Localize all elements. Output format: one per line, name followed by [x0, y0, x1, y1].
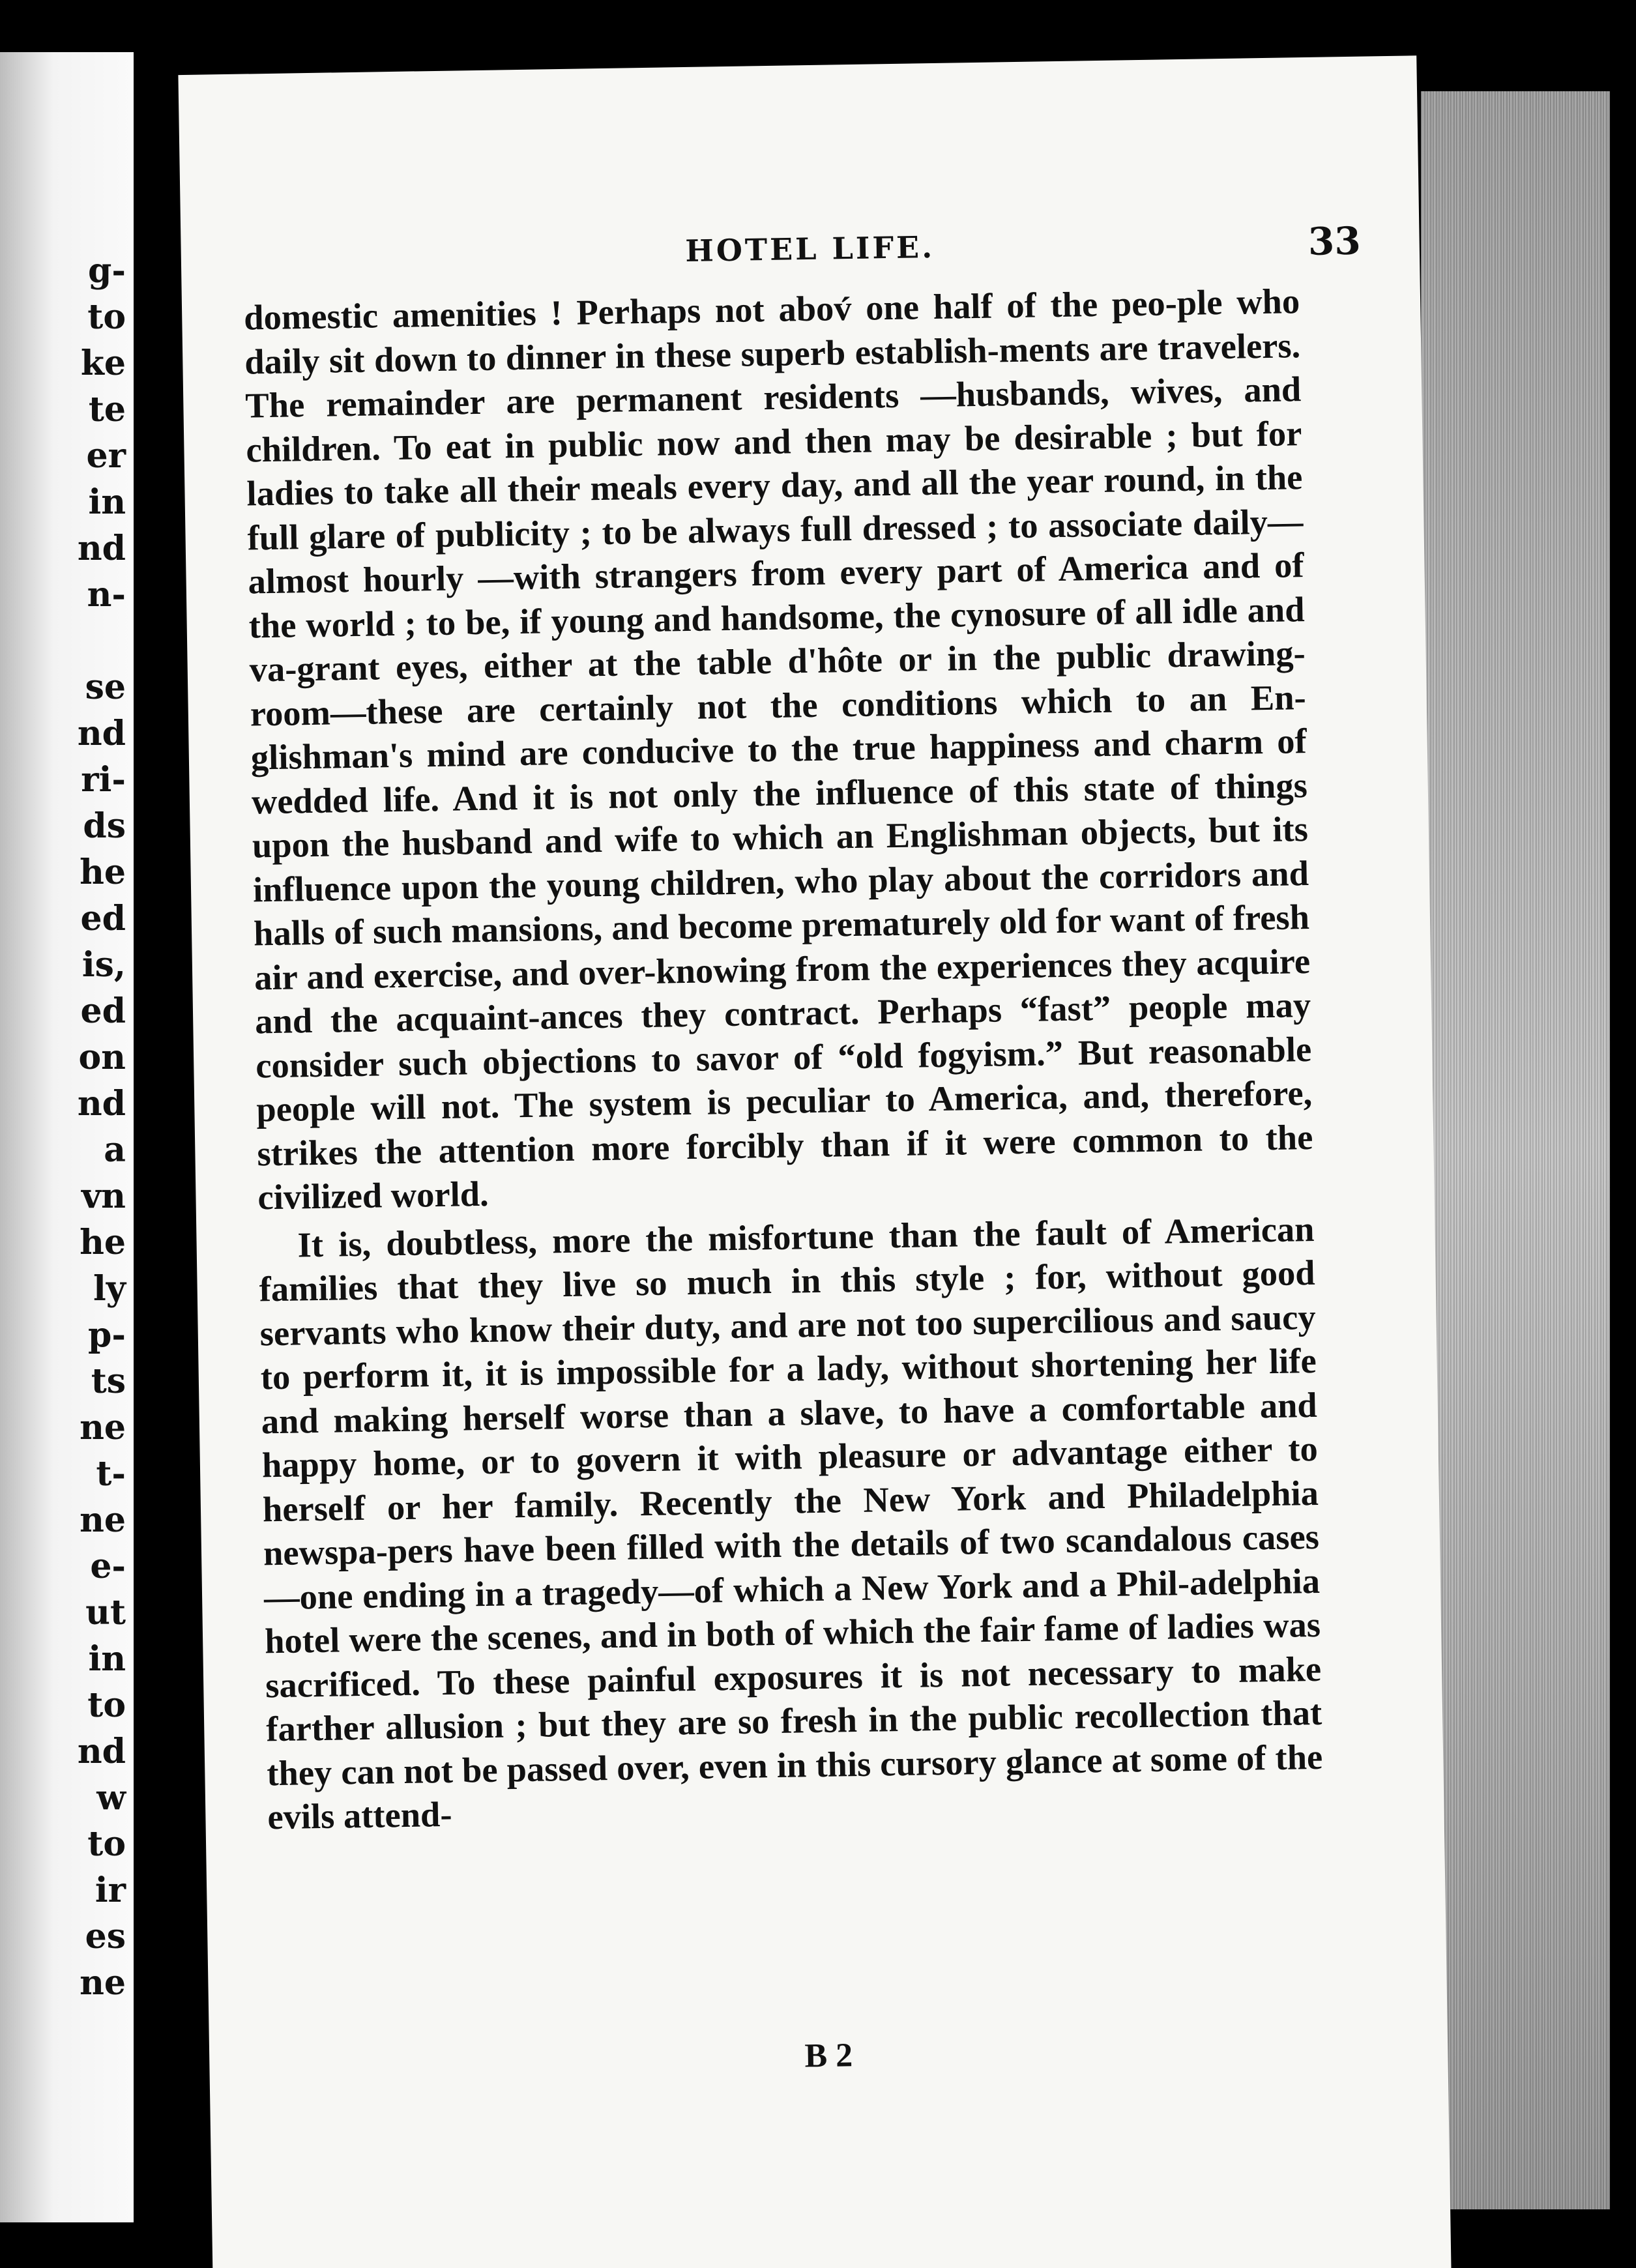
facing-page-fragment: ts [91, 1361, 126, 1401]
facing-page-fragment: te [88, 390, 126, 429]
facing-page-fragment: he [80, 1223, 126, 1262]
facing-page-fragment: ke [80, 343, 126, 383]
facing-page-fragment: er [86, 436, 126, 476]
facing-page-fragment: w [96, 1778, 126, 1818]
facing-page-fragment: p- [88, 1315, 126, 1355]
facing-page-line-ends [78, 248, 126, 2006]
signature-mark: B 2 [804, 2037, 853, 2075]
facing-page-fragment: ne [80, 1500, 126, 1540]
facing-page-fragment: e- [90, 1547, 126, 1586]
facing-page [0, 52, 134, 2222]
page-number: 33 [1307, 218, 1362, 264]
facing-page-fragment: ne [80, 1408, 126, 1447]
facing-page-fragment: ri- [81, 760, 126, 800]
facing-page-fragment: ir [95, 1870, 126, 1910]
facing-page-fragment: ne [80, 1963, 126, 2003]
running-head [259, 218, 1362, 286]
facing-page-fragment: ly [93, 1269, 126, 1309]
facing-page-fragment: ed [80, 991, 126, 1031]
facing-page-fragment: vn [81, 1176, 126, 1216]
facing-page-fragment: se [85, 667, 126, 707]
facing-page-fragment: in [88, 1639, 126, 1679]
facing-page-fragment: ds [83, 806, 126, 846]
facing-page-fragment: n- [87, 575, 126, 615]
facing-page-fragment: nd [77, 529, 126, 568]
paragraph-1: domestic amenities ! Perhaps not abov́ one half of the peo-ple who daily sit down to dinner in these superb establish-ments are travelers. The remainder are permanent residents —husbands, wives, and children. To eat in public now and then may be desirable ; but for ladies to take all their meals every day, and all the year round, in the full glare of publicity ; to be always full dressed ; to associate daily—almost hourly —with strangers from every part of America and of the world ; to be, if young and handsome, the cynosure of all idle and va-grant eyes, either at the table d'hôte or in the public drawing-room—these are certainly not the conditions which to an En-glishman's mind are conducive to the true happiness and charm of wedded life. And it is not only the influence of this state of things upon the husband and wife to which an Englishman objects, but its influence upon the young children, who play about the corridors and halls of such mansions, and become prematurely old for want of fresh air and exercise, and over-knowing from the experiences they acquire and the acquaint-ances they contract. Perhaps “fast” people may consider such objections to savor of “old fogyism.” But reasonable people will not. The system is peculiar to America, and, therefore, strikes the attention more forcibly than if it were common to the civilized world. [243, 281, 1313, 1217]
facing-page-fragment: nd [77, 1732, 126, 1771]
paragraph-2: It is, doubtless, more the misfortune than the fault of American families that they live so much in this style ; for, without good servants who know their duty, and are not too supercilious and saucy to perform it, it is impossible for a lady, without shortening her life and making herself worse than a slave, to have a comfortable and happy home, or to govern it with pleasure or advantage either to herself or her family. Recently the New York and Philadelphia newspa-pers have been filled with the details of two scandalous cases —one ending in a tragedy—of which a New York and a Phil-adelphia hotel were the scenes, and in both of which the fair fame of ladies was sacrificed. To these painful exposures it is not necessary to make farther allusion ; but they are so fresh in the public recollection that they can not be passed over, even in this cursory glance at some of the evils attend- [259, 1208, 1323, 1837]
facing-page-fragment: nd [77, 1084, 126, 1124]
page-body [244, 279, 1324, 1839]
page-edges [1421, 91, 1610, 2209]
facing-page-fragment: t- [96, 1454, 126, 1494]
book-page [178, 55, 1451, 2268]
facing-page-fragment: on [78, 1038, 126, 1077]
facing-page-fragment: to [87, 297, 126, 337]
facing-page-fragment: ed [80, 899, 126, 938]
facing-page-fragment: in [88, 482, 126, 522]
facing-page-fragment: g- [88, 251, 126, 291]
facing-page-fragment: is, [81, 945, 126, 985]
facing-page-fragment: to [87, 1685, 126, 1725]
facing-page-fragment: to [87, 1824, 126, 1864]
facing-page-fragment [78, 618, 126, 664]
running-title: HOTEL LIFE. [684, 229, 935, 269]
facing-page-fragment: a [104, 1130, 126, 1170]
facing-page-fragment: ut [85, 1593, 126, 1633]
facing-page-fragment: es [85, 1917, 126, 1956]
facing-page-fragment: nd [77, 714, 126, 753]
facing-page-fragment: he [80, 852, 126, 892]
